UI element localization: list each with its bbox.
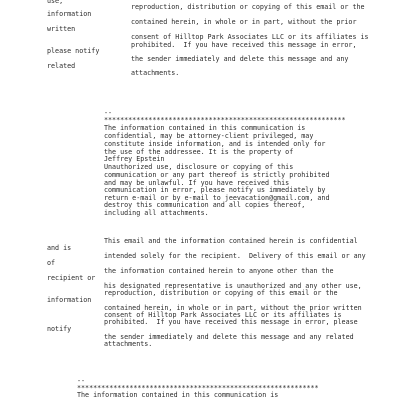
signature-dash: -- <box>77 377 86 385</box>
star-separator: ************************************************************ <box>77 384 319 392</box>
left-label: information <box>47 296 92 304</box>
text-line: the sender immediately and delete this message and any <box>131 55 349 63</box>
text-line: attachments. <box>104 340 153 348</box>
left-label: notify <box>47 325 72 333</box>
text-line: consent of Hilltop Park Associates LLC or its affiliates is <box>131 33 369 41</box>
text-line: prohibited. If you have received this message in error, <box>131 41 357 49</box>
text-line: his designated representative is unauthorized and any other use, <box>104 282 362 290</box>
text-line: intended solely for the recipient. Delivery of this email or any <box>104 252 366 260</box>
star-separator: ************************************************************ <box>104 116 346 124</box>
text-line: Unauthorized use, disclosure or copying of this <box>104 163 294 171</box>
left-label: related <box>47 62 76 70</box>
text-line: the sender immediately and delete this message and any related <box>104 333 354 341</box>
left-label: please notify <box>47 47 100 55</box>
text-line: attachments. <box>131 69 180 77</box>
text-line: The information contained in this communication is <box>104 124 306 132</box>
text-line: confidential, may be attorney-client privileged, may <box>104 132 314 140</box>
text-line: the use of the addressee. It is the property of <box>104 148 294 156</box>
text-line: constitute inside information, and is intended only for <box>104 140 326 148</box>
text-line: The information contained in this communication is <box>77 391 279 399</box>
left-label: written <box>47 25 76 33</box>
text-line: reproduction, distribution or copying of this email or the <box>131 3 365 11</box>
left-label: use, <box>47 0 64 5</box>
text-line: reproduction, distribution or copying of this email or the <box>104 289 338 297</box>
text-line: communication in error, please notify us immediately by <box>104 186 326 194</box>
text-line: return e-mail or by e-mail to jeevacation@gmail.com, and <box>104 194 330 202</box>
text-line: destroy this communication and all copies thereof, <box>104 201 306 209</box>
text-line: and may be unlawful. If you have received this <box>104 179 290 187</box>
signature-dash: -- <box>104 109 113 117</box>
left-label: recipient or <box>47 274 96 282</box>
text-line: consent of Hilltop Park Associates LLC or its affiliates is <box>104 311 342 319</box>
text-line: the information contained herein to anyone other than the <box>104 267 334 275</box>
text-line: communication or any part thereof is strictly prohibited <box>104 171 330 179</box>
left-label: information <box>47 10 92 18</box>
text-line: prohibited. If you have received this message in error, please <box>104 318 358 326</box>
text-line: contained herein, in whole or in part, without the prior <box>131 18 357 26</box>
text-line: Jeffrey Epstein <box>104 155 165 163</box>
left-label: and is <box>47 244 72 252</box>
text-line: contained herein, in whole or in part, without the prior written <box>104 304 362 312</box>
left-label: of <box>47 259 56 267</box>
text-line: This email and the information contained herein is confidential <box>104 237 358 245</box>
text-line: including all attachments. <box>104 209 209 217</box>
